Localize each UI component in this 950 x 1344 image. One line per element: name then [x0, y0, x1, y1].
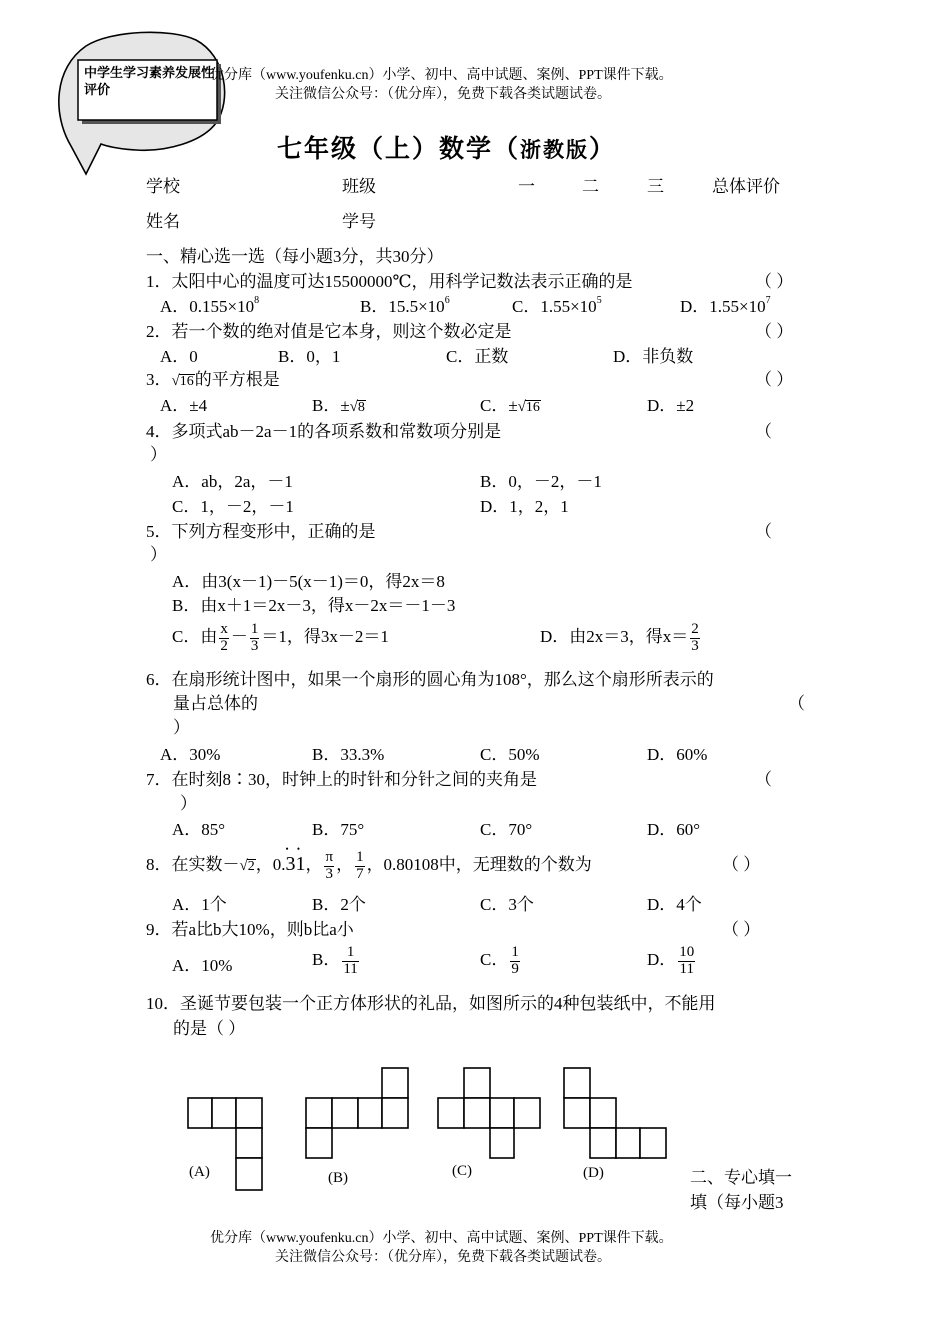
q2-stem: 2．若一个数的绝对值是它本身，则这个数必定是: [146, 322, 512, 341]
q7-stem: 7．在时刻8∶30，时钟上的时针和分针之间的夹角是: [146, 770, 537, 789]
q7-option-a: A．85°: [172, 820, 226, 839]
q5-paren-close: ）: [150, 545, 167, 564]
q6-option-a: A．30%: [160, 745, 221, 764]
q4-option-d: D．1，2，1: [480, 497, 569, 516]
student-no-label: 学号: [342, 212, 376, 231]
q8-option-a: A．1个: [172, 895, 227, 914]
badge-text: 中学生学习素养发展性评价: [84, 66, 215, 98]
header-line-1: 优分库（www.youfenku.cn）小学、初中、高中试题、案例、PPT课件下载。: [210, 68, 673, 83]
q8-stem: 8．在实数－√2，0.• • 31， $\frac{\pi}{3}$ ， $\frac{1}{7}$ ，0.80108中，无理数的个数为: [146, 850, 592, 883]
q9-option-d: D． $\frac{10}{11}$: [647, 944, 695, 977]
q8-option-d: D．4个: [647, 895, 702, 914]
q2-option-a: A．0: [160, 347, 198, 366]
q4-option-b: B．0，－2，－1: [480, 472, 602, 491]
q5-option-b: B．由x＋1＝2x－3，得x－2x＝－1－3: [172, 596, 456, 615]
q5-option-c: C．由 $\frac{x}{2}$ － $\frac{1}{3}$ ＝1，得3x－2＝1: [172, 621, 389, 654]
figure-label-a: (A): [189, 1164, 210, 1180]
q1-option-a: A．$0.155\times 10^8$: [160, 295, 260, 316]
q9-stem: 9．若a比b大10%，则b比a小: [146, 920, 354, 939]
q3-stem: 3．√16的平方根是: [146, 370, 280, 389]
q2-option-d: D．非负数: [613, 347, 694, 366]
q2-paren: （ ）: [755, 322, 794, 341]
q10-line-2: 的是（ ）: [173, 1019, 246, 1038]
q2-option-c: C．正数: [446, 347, 509, 366]
title-edition: 浙教版: [520, 138, 590, 162]
q7-option-c: C．70°: [480, 820, 533, 839]
q9-paren: （ ）: [722, 920, 761, 939]
header-line-2: 关注微信公众号：（优分库），免费下载各类试题试卷。: [275, 87, 611, 102]
q6-option-d: D．60%: [647, 745, 708, 764]
q6-option-c: C．50%: [480, 745, 540, 764]
q5-paren-open: （: [755, 522, 772, 541]
q10-line-1: 10．圣诞节要包装一个正方体形状的礼品，如图所示的4种包装纸中，不能用: [146, 994, 716, 1013]
q6-line-1: 6．在扇形统计图中，如果一个扇形的圆心角为108°，那么这个扇形所表示的: [146, 670, 714, 689]
q8-paren: （ ）: [722, 855, 761, 874]
figure-label-d: (D): [583, 1165, 604, 1181]
q7-option-d: D．60°: [647, 820, 701, 839]
school-label: 学校: [146, 177, 180, 196]
q5-option-a: A．由3(x－1)－5(x－1)＝0，得2x＝8: [172, 572, 445, 591]
q6-option-b: B．33.3%: [312, 745, 385, 764]
q1-option-c: C．$1.55\times 10^5$: [512, 295, 602, 316]
q3-option-b: B．±√8: [312, 396, 365, 415]
section1-heading: 一、精心选一选（每小题3分，共30分）: [146, 247, 444, 266]
figure-label-c: (C): [452, 1163, 472, 1179]
title-main: 七年级（上）数学（: [277, 136, 521, 163]
q1-option-d: D．$1.55\times 10^7$: [680, 295, 771, 316]
q6-paren-close: ）: [173, 718, 190, 737]
q4-paren-close: ）: [150, 445, 167, 464]
footer-line-1: 优分库（www.youfenku.cn）小学、初中、高中试题、案例、PPT课件下载。: [210, 1231, 673, 1246]
q7-option-b: B．75°: [312, 820, 365, 839]
q9-option-b: B． $\frac{1}{11}$: [312, 944, 358, 977]
q3-paren: （ ）: [755, 370, 794, 389]
cube-net-d: [562, 1066, 670, 1164]
q3-option-c: C．±√16: [480, 396, 540, 415]
q4-option-a: A．ab，2a，－1: [172, 472, 293, 491]
badge-bubble: [56, 28, 231, 178]
footer-line-2: 关注微信公众号：（优分库），免费下载各类试题试卷。: [275, 1250, 611, 1265]
score-col-2: 二: [582, 177, 599, 196]
class-label: 班级: [342, 177, 376, 196]
score-col-3: 三: [647, 177, 664, 196]
q8-option-b: B．2个: [312, 895, 366, 914]
figure-label-b: (B): [328, 1170, 348, 1186]
q9-option-a: A．10%: [172, 956, 233, 975]
cube-net-b: [304, 1066, 412, 1162]
section2-line-1: 二、专心填一: [690, 1168, 792, 1187]
q7-paren-open: （: [755, 770, 772, 789]
q4-stem: 4．多项式ab－2a－1的各项系数和常数项分别是: [146, 422, 502, 441]
q8-option-c: C．3个: [480, 895, 534, 914]
score-col-1: 一: [518, 177, 535, 196]
q5-option-d: D．由2x＝3，得x＝ $\frac{2}{3}$: [540, 621, 699, 654]
q3-option-d: D．±2: [647, 396, 695, 415]
q4-paren-open: （: [755, 422, 772, 441]
name-label: 姓名: [146, 212, 180, 231]
section2-line-2: 填（每小题3: [690, 1193, 784, 1212]
q2-option-b: B．0，1: [278, 347, 341, 366]
q7-paren-close: ）: [180, 794, 197, 813]
q9-option-c: C． $\frac{1}{9}$: [480, 944, 519, 977]
q4-option-c: C．1，－2，－1: [172, 497, 294, 516]
q6-paren-open: （: [788, 694, 805, 713]
q3-option-a: A．±4: [160, 396, 208, 415]
page-title: [277, 136, 616, 165]
q1-option-b: B．$15.5\times 10^6$: [360, 295, 450, 316]
q1-paren: （ ）: [755, 272, 794, 291]
overall-label: 总体评价: [712, 177, 780, 196]
cube-net-c: [436, 1066, 544, 1162]
q1-stem: 1．太阳中心的温度可达15500000℃，用科学记数法表示正确的是: [146, 272, 633, 291]
title-close: ）: [589, 136, 617, 163]
q5-stem: 5．下列方程变形中，正确的是: [146, 522, 376, 541]
q6-line-2: 量占总体的: [173, 694, 258, 713]
